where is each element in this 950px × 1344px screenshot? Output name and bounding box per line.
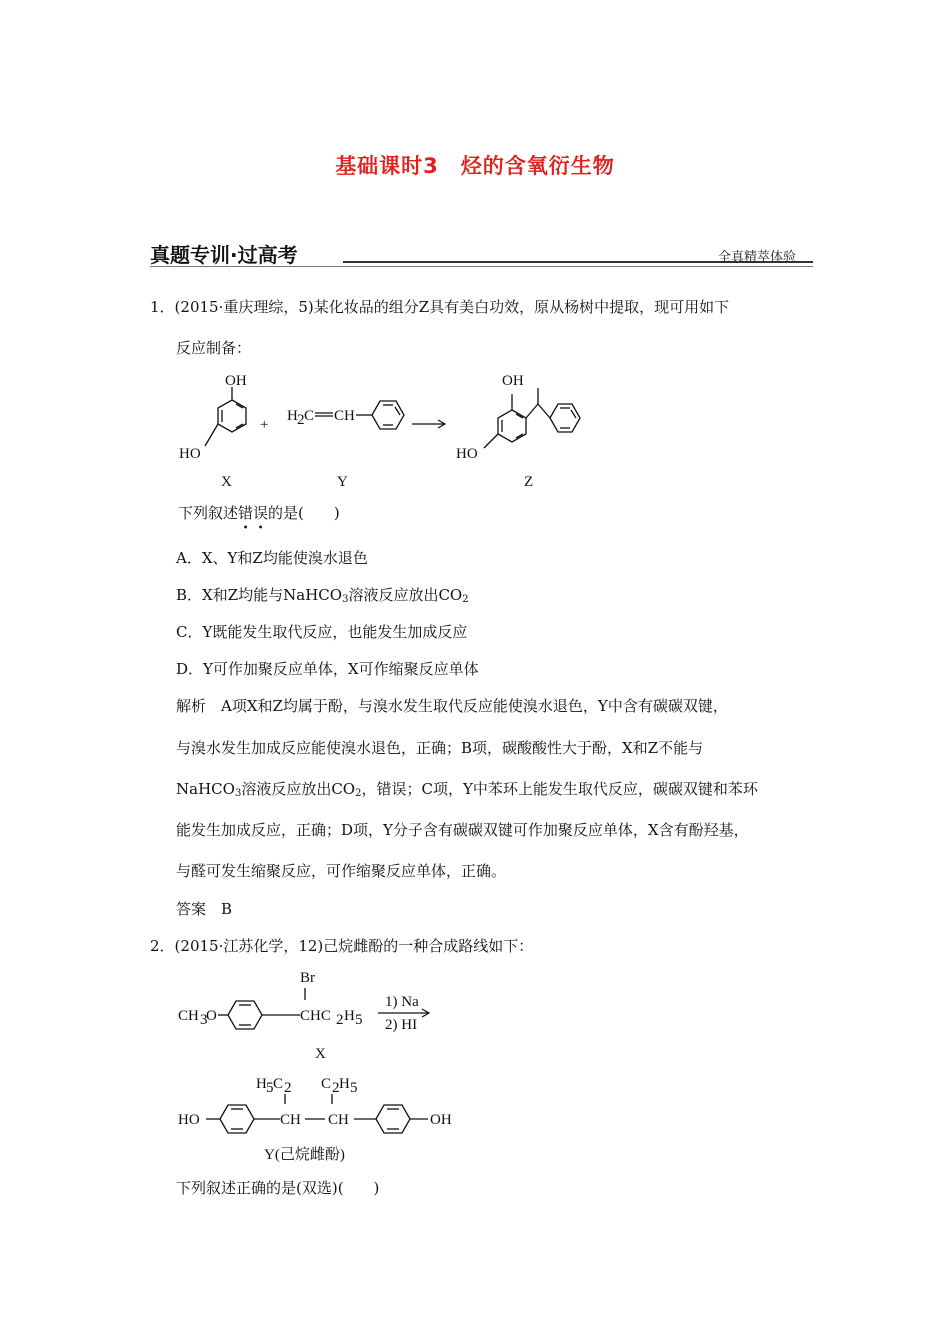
q1-explanation-4: 能发生加成反应，正确；D项，Y分子含有碳碳双键可作加聚反应单体，X含有酚羟基， — [176, 821, 749, 839]
section-heading: 真题专训·过高考 — [150, 243, 298, 267]
x-h-label: H — [344, 1008, 355, 1024]
x-sub3: 3 — [200, 1012, 208, 1028]
synthesis-arrow — [378, 1009, 429, 1017]
q1-explanation-3: NaHCO$_3$溶液反应放出$CO_2$，错误；C项，Y中苯环上能发生取代反应，碳碳双键和苯环 — [176, 780, 758, 799]
y-sub2a: 2 — [284, 1080, 292, 1096]
x-label: X — [221, 474, 232, 490]
x-br-label: Br — [300, 970, 315, 986]
q1-explanation-1: 解析 A项X和Z均属于酚，与溴水发生取代反应能使溴水退色，Y中含有碳碳双键， — [176, 697, 728, 715]
x-sub5: 5 — [355, 1012, 363, 1028]
step1-label: 1) Na — [385, 994, 419, 1010]
y-h-label-b: H — [339, 1076, 350, 1092]
x2-label: X — [315, 1046, 326, 1062]
q1-option-b: B．X和Z均能与NaHCO$_3$溶液反应放出$CO_2$ — [176, 586, 469, 605]
y-c-label-a: C — [273, 1076, 284, 1092]
y-ch-label-a: CH — [280, 1112, 301, 1128]
y-ho-label: HO — [178, 1112, 200, 1128]
x-ho-label: HO — [179, 446, 201, 462]
structure-x2 — [218, 988, 305, 1029]
q1-option-a: A．X、Y和Z均能使溴水退色 — [176, 549, 368, 567]
y-sub5a: 5 — [266, 1080, 274, 1096]
x-sub2: 2 — [336, 1012, 344, 1028]
z-label: Z — [524, 474, 534, 490]
section-right-label: 全真精萃体验 — [718, 250, 797, 265]
step2-label: 2) HI — [385, 1017, 418, 1033]
q2-stem: 2．(2015·江苏化学，12)己烷雌酚的一种合成路线如下： — [150, 937, 534, 955]
x-chc-label: CHC — [300, 1008, 331, 1024]
y-sub2b: 2 — [332, 1080, 340, 1096]
x-o-label: O — [206, 1008, 217, 1024]
q2-ask: 下列叙述正确的是(双选)( ) — [176, 1179, 380, 1197]
y-ch-label-b: CH — [328, 1112, 349, 1128]
y-sub5b: 5 — [350, 1080, 358, 1096]
q1-ask: 下列叙述错误的是( ) — [178, 504, 340, 522]
x-ch-label: CH — [178, 1008, 199, 1024]
q1-explanation-5: 与醛可发生缩聚反应，可作缩聚反应单体，正确。 — [176, 862, 507, 880]
q1-explanation-2: 与溴水发生加成反应能使溴水退色，正确；B项，碳酸酸性大于酚，X和Z不能与 — [176, 739, 704, 757]
q1-option-d: D．Y可作加聚反应单体，X可作缩聚反应单体 — [176, 660, 479, 678]
y-c-label: C — [304, 408, 315, 424]
z-oh-label: OH — [502, 373, 524, 389]
x-oh-label: OH — [225, 373, 247, 389]
y-c-label-b: C — [321, 1076, 332, 1092]
y2-label: Y(己烷雌酚) — [264, 1147, 345, 1163]
z-ho-label: HO — [456, 446, 478, 462]
y-label: Y — [337, 474, 348, 490]
plus-sign: + — [260, 417, 269, 433]
q1-option-c: C．Y既能发生取代反应，也能发生加成反应 — [176, 623, 468, 641]
q1-stem-line1: 1．(2015·重庆理综，5)某化妆品的组分Z具有美白功效，原从杨树中提取，现可用如下 — [150, 298, 730, 316]
q1-answer: 答案 B — [176, 900, 233, 918]
y-oh-label: OH — [430, 1112, 452, 1128]
q1-stem-line2: 反应制备： — [176, 339, 252, 357]
structure-y2 — [206, 1094, 428, 1133]
page-title: 基础课时3 烃的含氧衍生物 — [335, 154, 615, 178]
y-h-label: H — [287, 408, 298, 424]
y-h-label: H — [256, 1076, 267, 1092]
y-sub2: 2 — [297, 412, 305, 428]
y-ch-label: CH — [334, 408, 355, 424]
